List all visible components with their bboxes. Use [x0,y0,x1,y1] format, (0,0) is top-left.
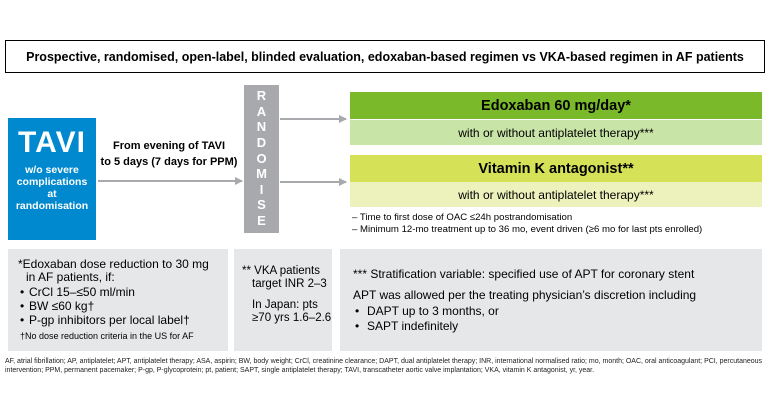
dose-intro-line-1: *Edoxaban dose reduction to 30 mg [18,257,209,271]
randomise-letter: A [256,103,267,119]
randomise-letter: D [256,134,267,150]
vka-target-line-2: target INR 2–3 [252,278,327,290]
tavi-title: TAVI [18,126,86,159]
vka-japan-line-1: In Japan: pts [252,299,318,311]
dose-criterion: • P-gp inhibitors per local label† [20,313,228,327]
oac-notes [352,212,767,236]
randomise-bar [244,85,279,233]
randomise-letter: N [256,119,267,135]
randomise-letter: I [259,181,264,197]
randomisation-timing [98,138,240,170]
randomise-letter: R [256,88,267,103]
randomise-letter: S [257,197,266,213]
apt-intro-text: APT was allowed per the treating physician’s discretion including [353,288,697,302]
dose-intro-line-2: in AF patients, if: [26,270,115,284]
tavi-subtitle: w/o severe complications at randomisation [15,164,89,212]
randomise-letter: M [256,166,267,182]
vka-target-panel [234,249,332,351]
stratification-text: *** Stratification variable: specified use of APT for coronary stent [353,267,695,281]
oac-note: – Time to first dose of OAC ≤24h postrandomisation [352,212,573,223]
timing-line-2: to 5 days (7 days for PPM) [100,156,238,168]
dose-criteria-list [20,285,228,327]
apt-option: • SAPT indefinitely [355,319,762,334]
vka-japan-line-2: ≥70 yrs 1.6–2.6 [252,312,332,324]
oac-note: – Minimum 12-mo treatment up to 36 mo, event driven (≥6 mo for last pts enrolled) [352,224,703,235]
vka-target-line-1: ** VKA patients [242,265,320,277]
edoxaban-arm-subtitle: with or without antiplatelet therapy*** [350,120,762,145]
randomise-letter: E [257,213,266,228]
randomise-letter: O [256,150,267,166]
timing-line-1: From evening of TAVI [112,140,226,152]
tavi-box [8,118,96,240]
study-design-header: Prospective, randomised, open-label, blinded evaluation, edoxaban-based regimen vs VKA-based regimen in AF patients [5,40,765,73]
apt-option: • DAPT up to 3 months, or [355,304,762,319]
antiplatelet-panel [340,249,762,351]
vka-arm-subtitle: with or without antiplatelet therapy*** [350,182,762,207]
dose-us-note: †No dose reduction criteria in the US for AF [20,331,194,341]
abbreviations-footnote: AF, atrial fibrillation; AP, antiplatelet; APT, antiplatelet therapy; ASA, aspirin; BW, body weight; CrCl, creatinine clearance; DAPT, dual antiplatelet therapy; INR, international normalised ratio; mo, month; OAC, oral anticoagulant; PCI, percutaneous intervention; PPM, permanent pacemaker; P-gp, P-glycoprotein; pt, patient; SAPT, single antiplatelet therapy; TAVI, transcatheter aortic valve implantation; VKA, vitamin K antagonist, yr, year. [5,358,763,374]
vka-arm-title: Vitamin K antagonist** [350,155,762,182]
dose-criterion: • CrCl 15–≤50 ml/min [20,285,228,299]
edoxaban-dose-panel [8,249,228,351]
apt-options-list [355,304,762,334]
dose-criterion: • BW ≤60 kg† [20,299,228,313]
edoxaban-arm-title: Edoxaban 60 mg/day* [350,92,762,119]
